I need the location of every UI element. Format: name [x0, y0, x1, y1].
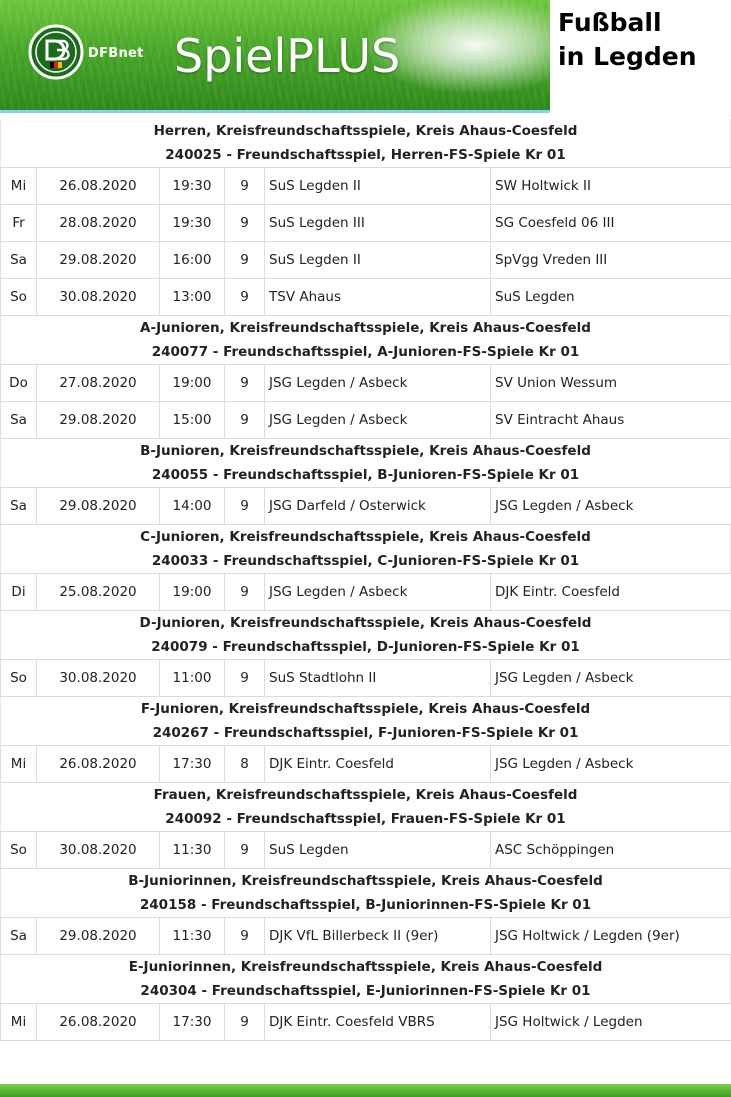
competition-subtitle: 240077 - Freundschaftsspiel, A-Junioren-FS-Spiele Kr 01 — [151, 344, 580, 360]
match-class: 9 — [225, 365, 265, 402]
competition-header — [0, 697, 731, 745]
competition-title: Herren, Kreisfreundschaftsspiele, Kreis Ahaus-Coesfeld — [153, 123, 578, 139]
competition-title: D-Junioren, Kreisfreundschaftsspiele, Kreis Ahaus-Coesfeld — [139, 615, 592, 631]
match-weekday: Fr — [1, 205, 37, 242]
competition-title: C-Junioren, Kreisfreundschaftsspiele, Kreis Ahaus-Coesfeld — [140, 529, 591, 545]
home-team: JSG Legden / Asbeck — [265, 402, 491, 439]
match-row — [1, 279, 731, 316]
match-table — [0, 917, 731, 955]
match-class: 9 — [225, 402, 265, 439]
dfb-logo-icon — [28, 24, 84, 80]
match-class: 9 — [225, 205, 265, 242]
competition-header — [0, 955, 731, 1003]
match-time: 19:30 — [160, 205, 225, 242]
match-date: 25.08.2020 — [37, 574, 160, 611]
match-time: 13:00 — [160, 279, 225, 316]
away-team: DJK Eintr. Coesfeld — [491, 574, 731, 611]
match-class: 9 — [225, 1004, 265, 1041]
match-row — [1, 168, 731, 205]
away-team: ASC Schöppingen — [491, 832, 731, 869]
home-team: JSG Darfeld / Osterwick — [265, 488, 491, 525]
match-date: 26.08.2020 — [37, 168, 160, 205]
match-class: 9 — [225, 168, 265, 205]
site-title — [558, 6, 728, 74]
home-team: JSG Legden / Asbeck — [265, 365, 491, 402]
match-time: 17:30 — [160, 1004, 225, 1041]
match-class: 9 — [225, 660, 265, 697]
home-team: SuS Legden — [265, 832, 491, 869]
competition-subtitle: 240158 - Freundschaftsspiel, B-Juniorinnen-FS-Spiele Kr 01 — [139, 897, 592, 913]
competition-subtitle: 240092 - Freundschaftsspiel, Frauen-FS-Spiele Kr 01 — [165, 811, 566, 827]
match-table — [0, 573, 731, 611]
away-team: JSG Legden / Asbeck — [491, 746, 731, 783]
match-class: 9 — [225, 242, 265, 279]
dfbnet-spielplus-banner — [0, 0, 550, 113]
page-header — [0, 0, 731, 113]
away-team: SW Holtwick II — [491, 168, 731, 205]
home-team: SuS Legden II — [265, 168, 491, 205]
competition-header — [0, 119, 731, 167]
dfbnet-label: DFBnet — [88, 46, 144, 61]
competition-header — [0, 869, 731, 917]
match-date: 30.08.2020 — [37, 832, 160, 869]
match-date: 29.08.2020 — [37, 402, 160, 439]
match-date: 29.08.2020 — [37, 488, 160, 525]
match-table — [0, 1003, 731, 1041]
match-class: 9 — [225, 918, 265, 955]
match-time: 11:00 — [160, 660, 225, 697]
match-row — [1, 402, 731, 439]
home-team: DJK VfL Billerbeck II (9er) — [265, 918, 491, 955]
home-team: DJK Eintr. Coesfeld — [265, 746, 491, 783]
competition-subtitle: 240055 - Freundschaftsspiel, B-Junioren-FS-Spiele Kr 01 — [151, 467, 580, 483]
match-table — [0, 487, 731, 525]
match-date: 30.08.2020 — [37, 660, 160, 697]
match-row — [1, 660, 731, 697]
away-team: SG Coesfeld 06 III — [491, 205, 731, 242]
away-team: SV Eintracht Ahaus — [491, 402, 731, 439]
match-table — [0, 364, 731, 439]
match-time: 11:30 — [160, 832, 225, 869]
away-team: JSG Legden / Asbeck — [491, 488, 731, 525]
match-row — [1, 205, 731, 242]
competition-title: B-Juniorinnen, Kreisfreundschaftsspiele, Kreis Ahaus-Coesfeld — [128, 873, 603, 889]
match-table — [0, 745, 731, 783]
away-team: SV Union Wessum — [491, 365, 731, 402]
match-class: 8 — [225, 746, 265, 783]
match-weekday: Di — [1, 574, 37, 611]
match-weekday: Mi — [1, 1004, 37, 1041]
site-title-line-1: Fußball — [558, 8, 662, 37]
spielplus-label: SpielPLUS — [174, 29, 401, 83]
match-row — [1, 746, 731, 783]
match-weekday: Mi — [1, 746, 37, 783]
site-title-line-2: in Legden — [558, 42, 697, 71]
home-team: JSG Legden / Asbeck — [265, 574, 491, 611]
competition-subtitle: 240304 - Freundschaftsspiel, E-Juniorinnen-FS-Spiele Kr 01 — [140, 983, 591, 999]
match-weekday: So — [1, 660, 37, 697]
match-weekday: So — [1, 279, 37, 316]
match-class: 9 — [225, 488, 265, 525]
match-row — [1, 365, 731, 402]
competition-subtitle: 240079 - Freundschaftsspiel, D-Junioren-FS-Spiele Kr 01 — [151, 639, 580, 655]
match-table — [0, 167, 731, 316]
match-class: 9 — [225, 279, 265, 316]
match-weekday: So — [1, 832, 37, 869]
match-row — [1, 1004, 731, 1041]
home-team: TSV Ahaus — [265, 279, 491, 316]
competition-header — [0, 611, 731, 659]
competition-title: A-Junioren, Kreisfreundschaftsspiele, Kreis Ahaus-Coesfeld — [140, 320, 591, 336]
match-time: 19:30 — [160, 168, 225, 205]
away-team: JSG Holtwick / Legden (9er) — [491, 918, 731, 955]
away-team: JSG Legden / Asbeck — [491, 660, 731, 697]
match-class: 9 — [225, 832, 265, 869]
match-date: 27.08.2020 — [37, 365, 160, 402]
match-date: 26.08.2020 — [37, 746, 160, 783]
match-row — [1, 832, 731, 869]
away-team: JSG Holtwick / Legden — [491, 1004, 731, 1041]
match-weekday: Mi — [1, 168, 37, 205]
competition-subtitle: 240025 - Freundschaftsspiel, Herren-FS-Spiele Kr 01 — [165, 147, 566, 163]
competition-header — [0, 316, 731, 364]
match-class: 9 — [225, 574, 265, 611]
competition-subtitle: 240033 - Freundschaftsspiel, C-Junioren-FS-Spiele Kr 01 — [151, 553, 580, 569]
match-weekday: Do — [1, 365, 37, 402]
match-time: 19:00 — [160, 365, 225, 402]
competition-title: E-Juniorinnen, Kreisfreundschaftsspiele, Kreis Ahaus-Coesfeld — [128, 959, 603, 975]
match-table — [0, 659, 731, 697]
match-time: 15:00 — [160, 402, 225, 439]
match-row — [1, 918, 731, 955]
match-date: 28.08.2020 — [37, 205, 160, 242]
match-row — [1, 488, 731, 525]
match-time: 14:00 — [160, 488, 225, 525]
home-team: DJK Eintr. Coesfeld VBRS — [265, 1004, 491, 1041]
competition-subtitle: 240267 - Freundschaftsspiel, F-Junioren-FS-Spiele Kr 01 — [152, 725, 579, 741]
competition-header — [0, 525, 731, 573]
competition-title: F-Junioren, Kreisfreundschaftsspiele, Kreis Ahaus-Coesfeld — [140, 701, 591, 717]
home-team: SuS Legden II — [265, 242, 491, 279]
match-date: 30.08.2020 — [37, 279, 160, 316]
match-weekday: Sa — [1, 918, 37, 955]
match-time: 17:30 — [160, 746, 225, 783]
match-date: 26.08.2020 — [37, 1004, 160, 1041]
footer-bar — [0, 1084, 731, 1097]
match-row — [1, 574, 731, 611]
match-weekday: Sa — [1, 488, 37, 525]
competition-title: B-Junioren, Kreisfreundschaftsspiele, Kreis Ahaus-Coesfeld — [140, 443, 591, 459]
match-row — [1, 242, 731, 279]
fixtures-list — [0, 119, 731, 1041]
home-team: SuS Legden III — [265, 205, 491, 242]
match-date: 29.08.2020 — [37, 242, 160, 279]
match-weekday: Sa — [1, 242, 37, 279]
away-team: SpVgg Vreden III — [491, 242, 731, 279]
match-weekday: Sa — [1, 402, 37, 439]
match-date: 29.08.2020 — [37, 918, 160, 955]
match-time: 16:00 — [160, 242, 225, 279]
away-team: SuS Legden — [491, 279, 731, 316]
competition-header — [0, 783, 731, 831]
match-table — [0, 831, 731, 869]
match-time: 19:00 — [160, 574, 225, 611]
competition-header — [0, 439, 731, 487]
home-team: SuS Stadtlohn II — [265, 660, 491, 697]
match-time: 11:30 — [160, 918, 225, 955]
competition-title: Frauen, Kreisfreundschaftsspiele, Kreis Ahaus-Coesfeld — [153, 787, 578, 803]
